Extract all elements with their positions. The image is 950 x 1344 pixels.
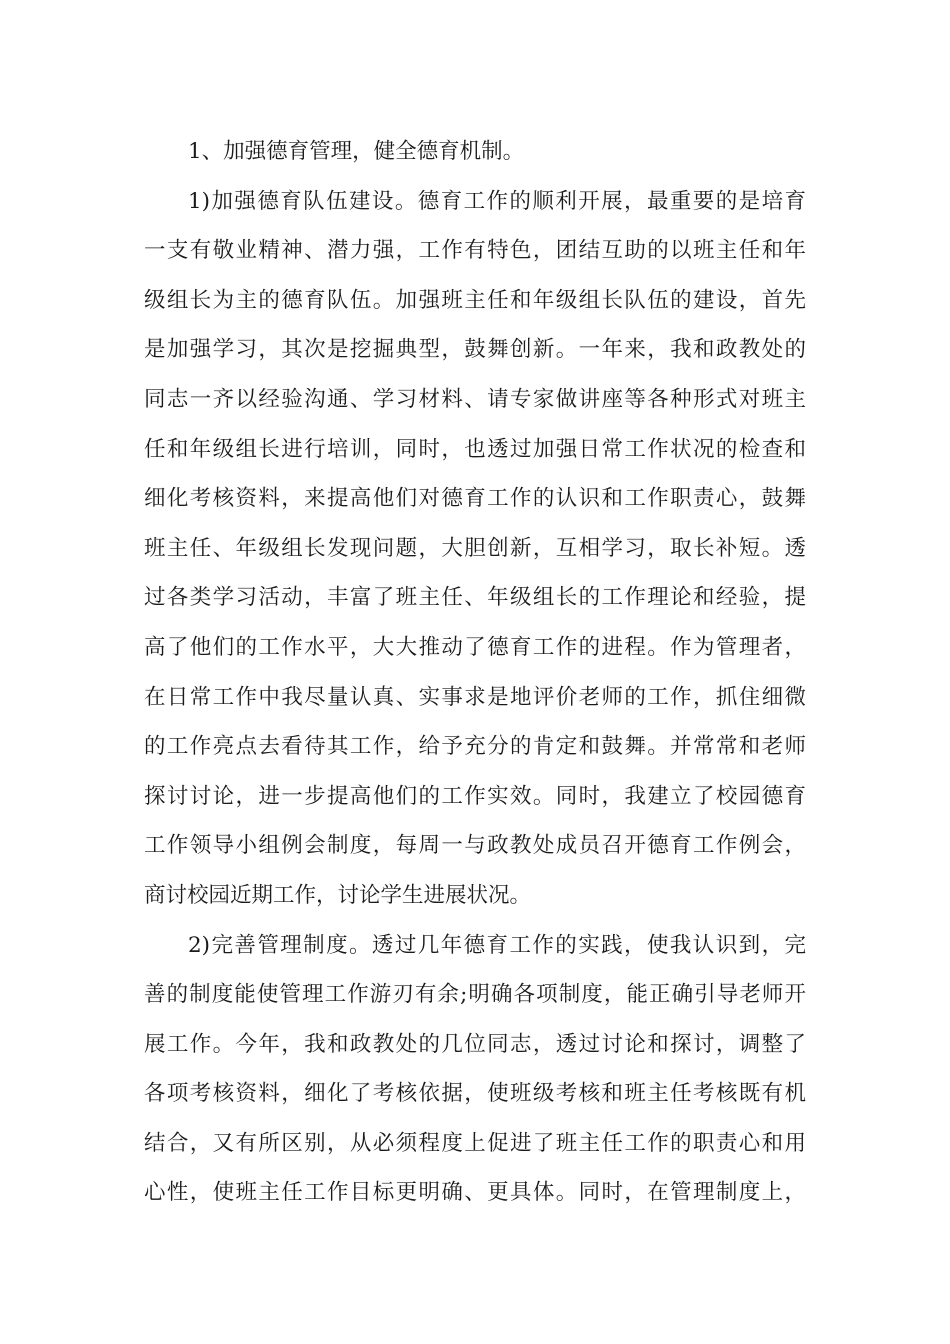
paragraph-line: 善的制度能使管理工作游刃有余;明确各项制度，能正确引导老师开 — [144, 982, 806, 1008]
heading-line: 1、加强德育管理，健全德育机制。 — [188, 139, 525, 164]
paragraph-line: 展工作。今年，我和政教处的几位同志，透过讨论和探讨，调整了 — [144, 1031, 806, 1057]
paragraph-line: 各项考核资料，细化了考核依据，使班级考核和班主任考核既有机 — [144, 1081, 806, 1107]
paragraph-line: 级组长为主的德育队伍。加强班主任和年级组长队伍的建设，首先 — [144, 287, 806, 313]
paragraph-line: 探讨讨论，进一步提高他们的工作实效。同时，我建立了校园德育 — [144, 783, 806, 809]
paragraph-line: 的工作亮点去看待其工作，给予充分的肯定和鼓舞。并常常和老师 — [144, 734, 806, 760]
paragraph-line: 是加强学习，其次是挖掘典型，鼓舞创新。一年来，我和政教处的 — [144, 337, 806, 363]
paragraph-line: 2)完善管理制度。透过几年德育工作的实践，使我认识到，完 — [188, 932, 806, 958]
paragraph-line: 细化考核资料，来提高他们对德育工作的认识和工作职责心，鼓舞 — [144, 486, 806, 512]
document-body — [144, 127, 806, 1218]
paragraph-line: 同志一齐以经验沟通、学习材料、请专家做讲座等各种形式对班主 — [144, 386, 806, 412]
paragraph-line: 心性，使班主任工作目标更明确、更具体。同时，在管理制度上， — [144, 1180, 806, 1206]
paragraph-line: 班主任、年级组长发现问题，大胆创新，互相学习，取长补短。透 — [144, 535, 806, 561]
paragraph-line: 任和年级组长进行培训，同时，也透过加强日常工作状况的检查和 — [144, 436, 806, 462]
paragraph-line: 工作领导小组例会制度，每周一与政教处成员召开德育工作例会， — [144, 833, 806, 859]
paragraph-line: 在日常工作中我尽量认真、实事求是地评价老师的工作，抓住细微 — [144, 684, 806, 710]
paragraph-line: 结合，又有所区别，从必须程度上促进了班主任工作的职责心和用 — [144, 1130, 806, 1156]
paragraph-line: 商讨校园近期工作，讨论学生进展状况。 — [144, 882, 532, 908]
paragraph-line: 过各类学习活动，丰富了班主任、年级组长的工作理论和经验，提 — [144, 585, 806, 611]
paragraph-line: 高了他们的工作水平，大大推动了德育工作的进程。作为管理者， — [144, 634, 806, 660]
paragraph-line: 一支有敬业精神、潜力强，工作有特色，团结互助的以班主任和年 — [144, 238, 806, 264]
paragraph-line: 1)加强德育队伍建设。德育工作的顺利开展，最重要的是培育 — [188, 188, 806, 214]
